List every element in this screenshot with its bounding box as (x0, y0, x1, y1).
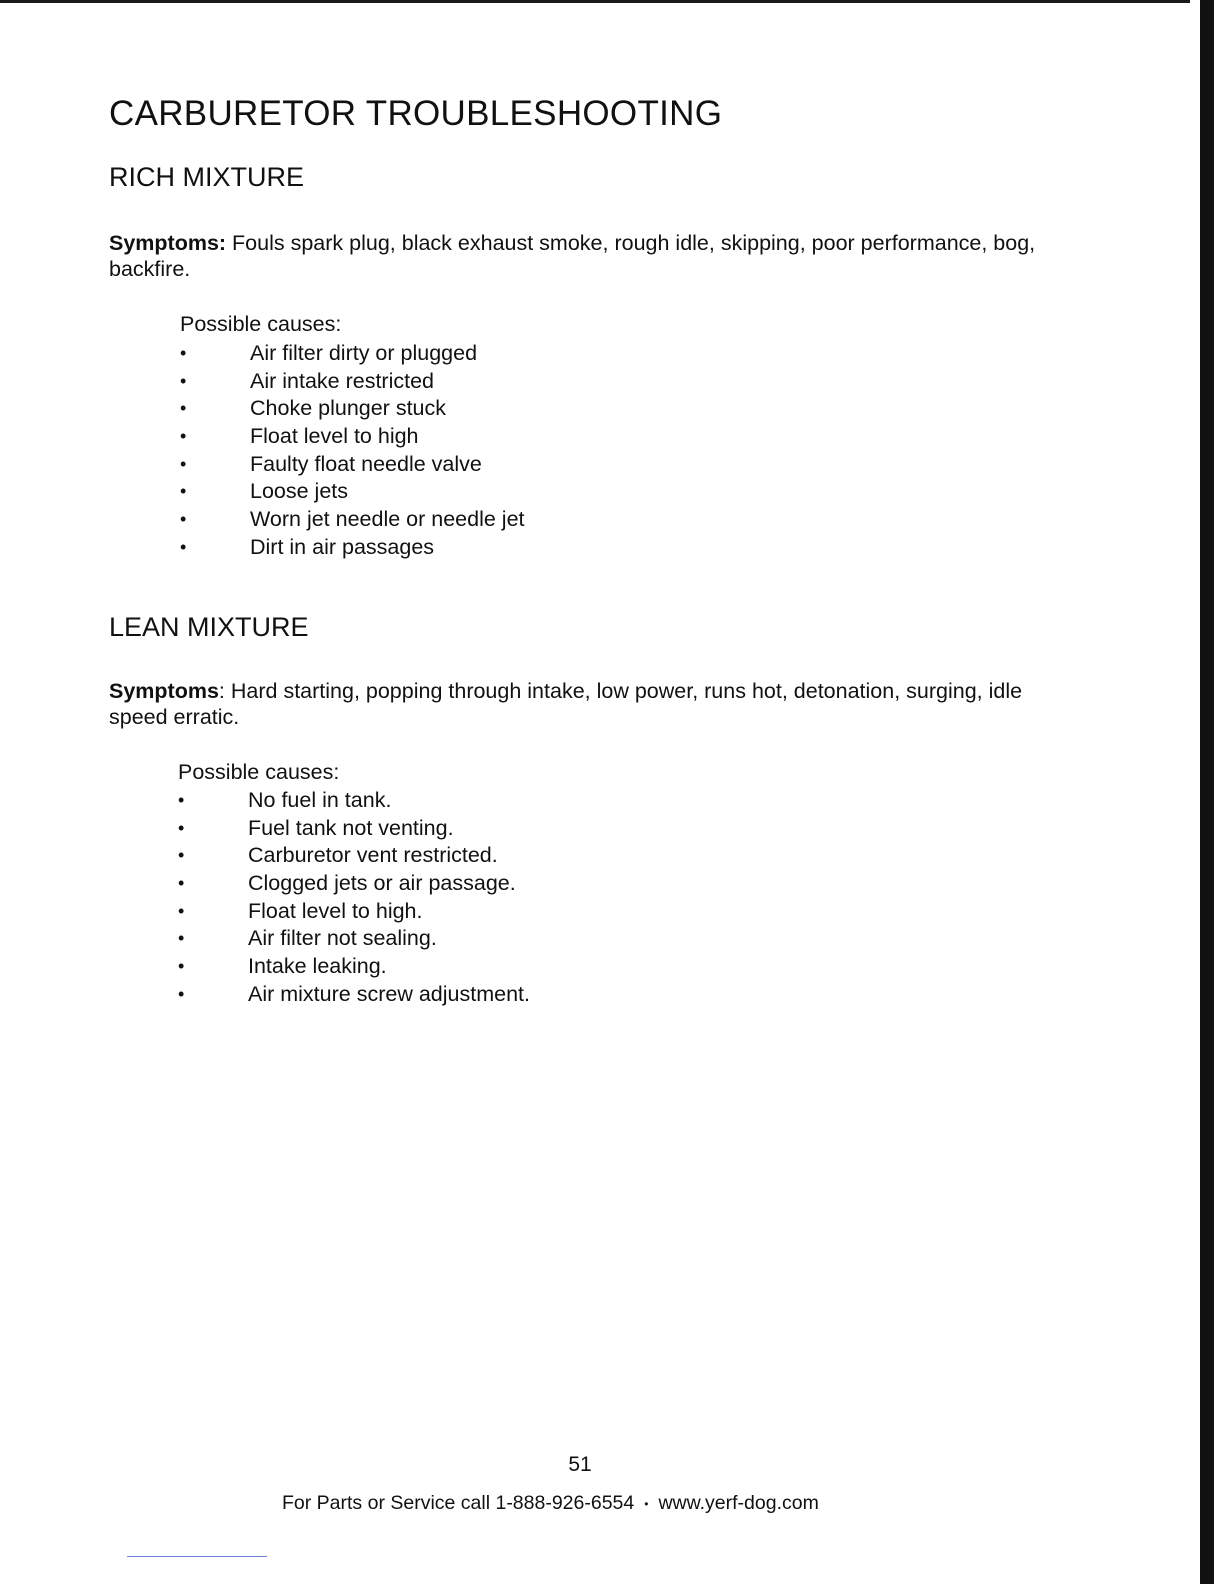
bullet-icon: • (180, 398, 187, 419)
rich-symptoms (109, 230, 1069, 282)
lean-causes-heading: Possible causes: (178, 760, 340, 784)
rich-causes-list (180, 340, 525, 562)
bullet-icon: • (178, 790, 185, 810)
bullet-icon: • (178, 817, 185, 838)
list-item: • Worn jet needle or needle jet (180, 506, 525, 534)
scan-edge (1200, 0, 1214, 1584)
list-item: • Air intake restricted (180, 368, 525, 396)
bullet-icon: • (180, 481, 187, 502)
list-item: • Clogged jets or air passage. (178, 870, 530, 898)
footer (282, 1492, 819, 1515)
bullet-icon: • (178, 900, 185, 921)
list-item: • No fuel in tank. (178, 787, 530, 815)
rich-mixture-heading: RICH MIXTURE (109, 162, 304, 192)
rich-symptoms-label: Symptoms: (109, 231, 227, 255)
bullet-icon: • (178, 845, 185, 866)
bullet-icon: • (180, 509, 187, 530)
list-item: • Faulty float needle valve (180, 451, 525, 479)
list-item: • Air mixture screw adjustment. (178, 981, 530, 1009)
divider (127, 1556, 267, 1557)
list-item: • Dirt in air passages (180, 534, 525, 562)
rich-causes-heading: Possible causes: (180, 312, 342, 336)
bullet-icon: • (178, 983, 185, 1004)
list-item: • Float level to high. (178, 898, 530, 926)
bullet-icon: • (178, 873, 185, 894)
lean-causes-list (178, 787, 530, 1009)
footer-contact: For Parts or Service call 1-888-926-6554 (282, 1492, 635, 1514)
bullet-icon: • (178, 956, 185, 977)
bullet-icon: • (180, 426, 187, 447)
bullet-icon: • (178, 928, 185, 949)
list-item: • Choke plunger stuck (180, 395, 525, 423)
list-item: • Air filter dirty or plugged (180, 340, 525, 368)
lean-symptoms-label: Symptoms (109, 679, 219, 703)
page-number: 51 (568, 1453, 592, 1476)
list-item: • Air filter not sealing. (178, 925, 530, 953)
footer-separator-icon: • (644, 1496, 649, 1511)
list-item: • Fuel tank not venting. (178, 815, 530, 843)
list-item: • Loose jets (180, 478, 525, 506)
list-item: • Carburetor vent restricted. (178, 842, 530, 870)
footer-website: www.yerf-dog.com (658, 1492, 819, 1514)
lean-mixture-heading: LEAN MIXTURE (109, 612, 309, 642)
lean-symptoms (109, 678, 1069, 730)
bullet-icon: • (180, 343, 187, 363)
rich-symptoms-text: Fouls spark plug, black exhaust smoke, rough idle, skipping, poor performance, bog, backfire. (109, 231, 1036, 281)
top-rule (0, 0, 1190, 3)
list-item: • Float level to high (180, 423, 525, 451)
page-margin (1214, 0, 1224, 1584)
bullet-icon: • (180, 453, 187, 474)
list-item: • Intake leaking. (178, 953, 530, 981)
bullet-icon: • (180, 536, 187, 557)
lean-symptoms-text: : Hard starting, popping through intake, low power, runs hot, detonation, surging, idle speed erratic. (109, 679, 1023, 729)
bullet-icon: • (180, 370, 187, 391)
page-title: CARBURETOR TROUBLESHOOTING (109, 94, 723, 133)
